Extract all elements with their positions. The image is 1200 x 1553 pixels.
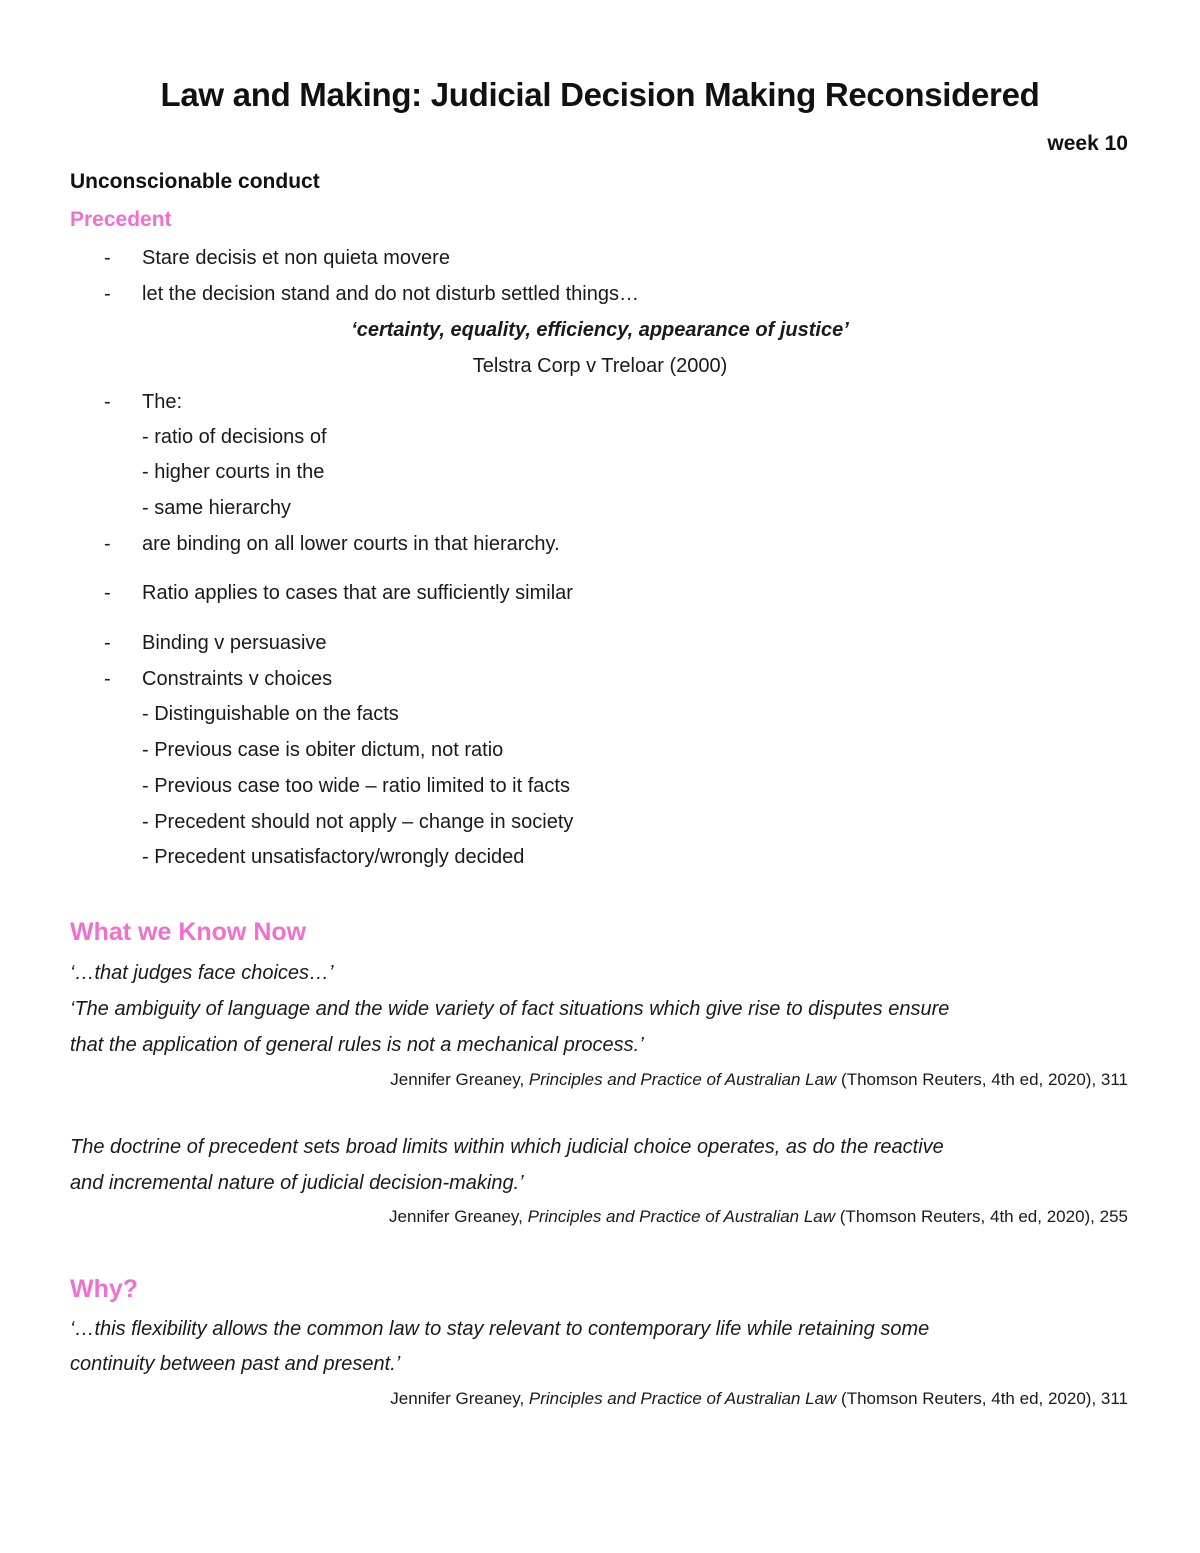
- precedent-heading: Precedent: [70, 208, 172, 231]
- source-citation: [389, 1207, 1128, 1227]
- topic-heading: Unconscionable conduct: [70, 170, 320, 193]
- quote-text: ‘The ambiguity of language and the wide variety of fact situations which give rise to disputes ensure: [70, 998, 950, 1020]
- bullet-dash: -: [104, 283, 111, 305]
- list-item: let the decision stand and do not disturb settled things…: [142, 283, 639, 305]
- list-item: The:: [142, 391, 183, 413]
- bullet-dash: -: [104, 391, 111, 413]
- page-title: Law and Making: Judicial Decision Making Reconsidered: [160, 76, 1040, 113]
- know-now-heading: What we Know Now: [70, 918, 307, 946]
- sub-list-item: - Precedent unsatisfactory/wrongly decided: [142, 846, 525, 868]
- citation-book: Principles and Practice of Australian Law: [527, 1207, 836, 1226]
- bullet-dash: -: [104, 533, 111, 555]
- quote-text: ‘…this flexibility allows the common law to stay relevant to contemporary life while retaining some: [70, 1318, 930, 1340]
- precedent-quote: ‘certainty, equality, efficiency, appearance of justice’: [351, 319, 849, 341]
- list-item: are binding on all lower courts in that hierarchy.: [142, 533, 560, 555]
- quote-text: continuity between past and present.’: [70, 1353, 401, 1375]
- citation-author: Jennifer Greaney,: [389, 1207, 528, 1226]
- source-citation: [390, 1389, 1128, 1409]
- sub-list-item: - Precedent should not apply – change in society: [142, 811, 574, 833]
- citation-author: Jennifer Greaney,: [390, 1070, 529, 1089]
- bullet-dash: -: [104, 247, 111, 269]
- citation-details: (Thomson Reuters, 4th ed, 2020), 311: [836, 1389, 1128, 1408]
- why-heading: Why?: [70, 1275, 139, 1303]
- week-label: week 10: [1047, 132, 1128, 155]
- sub-list-item: - Previous case too wide – ratio limited to it facts: [142, 775, 570, 797]
- citation-book: Principles and Practice of Australian Law: [528, 1070, 837, 1089]
- case-citation: Telstra Corp v Treloar (2000): [472, 355, 728, 377]
- sub-list-item: - same hierarchy: [142, 497, 291, 519]
- list-item: Ratio applies to cases that are sufficiently similar: [142, 582, 573, 604]
- quote-text: The doctrine of precedent sets broad limits within which judicial choice operates, as do the reactive: [70, 1136, 944, 1158]
- sub-list-item: - Previous case is obiter dictum, not ratio: [142, 739, 504, 761]
- citation-author: Jennifer Greaney,: [390, 1389, 529, 1408]
- bullet-dash: -: [104, 582, 111, 604]
- bullet-dash: -: [104, 632, 111, 654]
- list-item: Constraints v choices: [142, 668, 333, 690]
- citation-details: (Thomson Reuters, 4th ed, 2020), 255: [835, 1207, 1128, 1226]
- bullet-dash: -: [104, 668, 111, 690]
- quote-text: that the application of general rules is not a mechanical process.’: [70, 1034, 644, 1056]
- list-item: Stare decisis et non quieta movere: [142, 247, 450, 269]
- list-item: Binding v persuasive: [142, 632, 327, 654]
- sub-list-item: - higher courts in the: [142, 461, 325, 483]
- citation-book: Principles and Practice of Australian Law: [528, 1389, 837, 1408]
- source-citation: [390, 1070, 1128, 1090]
- quote-text: ‘…that judges face choices…’: [70, 962, 334, 984]
- quote-text: and incremental nature of judicial decision-making.’: [70, 1172, 524, 1194]
- sub-list-item: - Distinguishable on the facts: [142, 703, 399, 725]
- sub-list-item: - ratio of decisions of: [142, 426, 327, 448]
- citation-details: (Thomson Reuters, 4th ed, 2020), 311: [836, 1070, 1128, 1089]
